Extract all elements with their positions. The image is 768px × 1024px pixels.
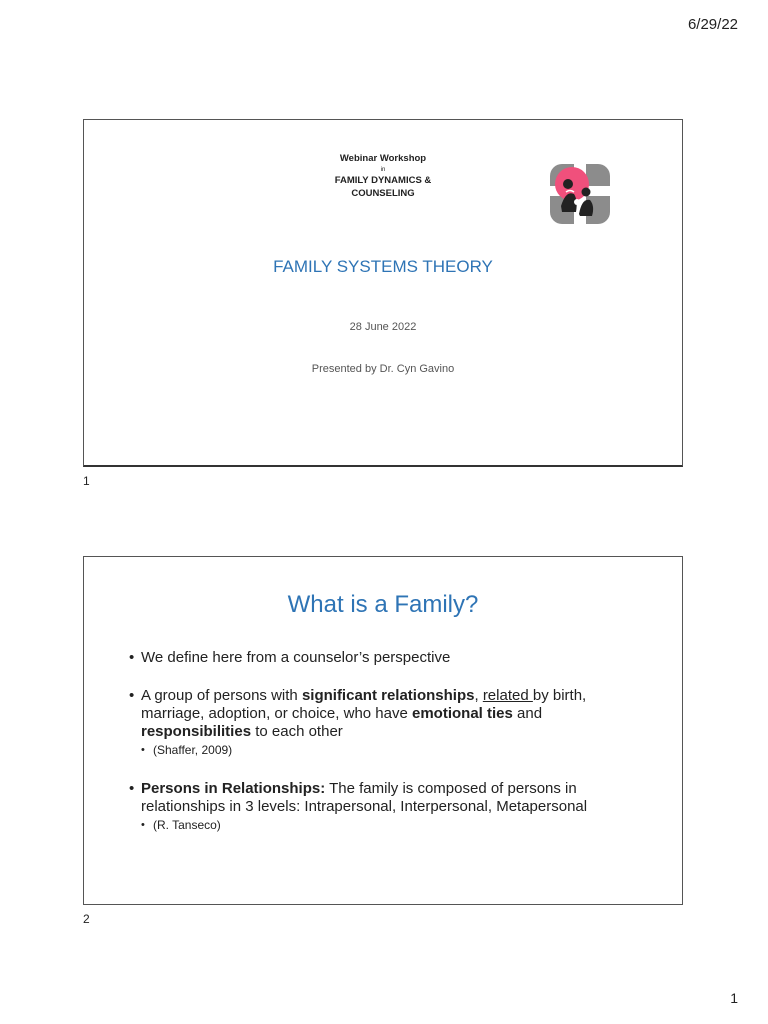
presenter: Presented by Dr. Cyn Gavino [311,363,455,375]
bullet-text: to each other [251,723,343,740]
family-logo-icon [548,162,612,226]
bullet-item [129,780,649,816]
slide-1 [83,119,683,467]
bold-term: significant relationships [301,687,475,704]
page-number: 1 [730,990,738,1006]
workshop-topic-line1: FAMILY DYNAMICS & [334,175,432,186]
bold-term: Persons in Relationships: [141,780,326,797]
workshop-type: Webinar Workshop [339,153,427,164]
bold-term: responsibilities [141,723,252,740]
bullet-item [129,687,649,741]
bold-term: emotional ties [412,705,513,722]
bullet-text: , [474,687,483,704]
slide-date: 28 June 2022 [349,321,417,333]
bullet-text: A group of persons with [141,687,302,704]
bullet-text: and [512,705,543,722]
bullet-text: We define here from a counselor’s perspective [141,649,451,666]
slide-title: What is a Family? [287,591,479,618]
slide-number: 1 [83,474,90,488]
bullet-list [129,649,649,833]
citation: • (R. Tanseco) [129,817,649,833]
bullet-text: by birth, marriage, adoption, or choice, who have [141,687,587,722]
underlined-term: related [482,687,533,704]
citation: • (Shaffer, 2009) [129,742,649,758]
slide-2 [83,556,683,905]
slide-title: FAMILY SYSTEMS THEORY [273,257,493,276]
bullet-text: The family is composed of persons in relationships in 3 levels: Intrapersonal, Interpersonal, Metapersonal [141,780,588,815]
slide-number: 2 [83,912,90,926]
page-date: 6/29/22 [687,16,738,33]
workshop-topic-line2: COUNSELING [351,188,415,199]
bullet-item [129,649,649,667]
workshop-connector: in [380,167,386,173]
